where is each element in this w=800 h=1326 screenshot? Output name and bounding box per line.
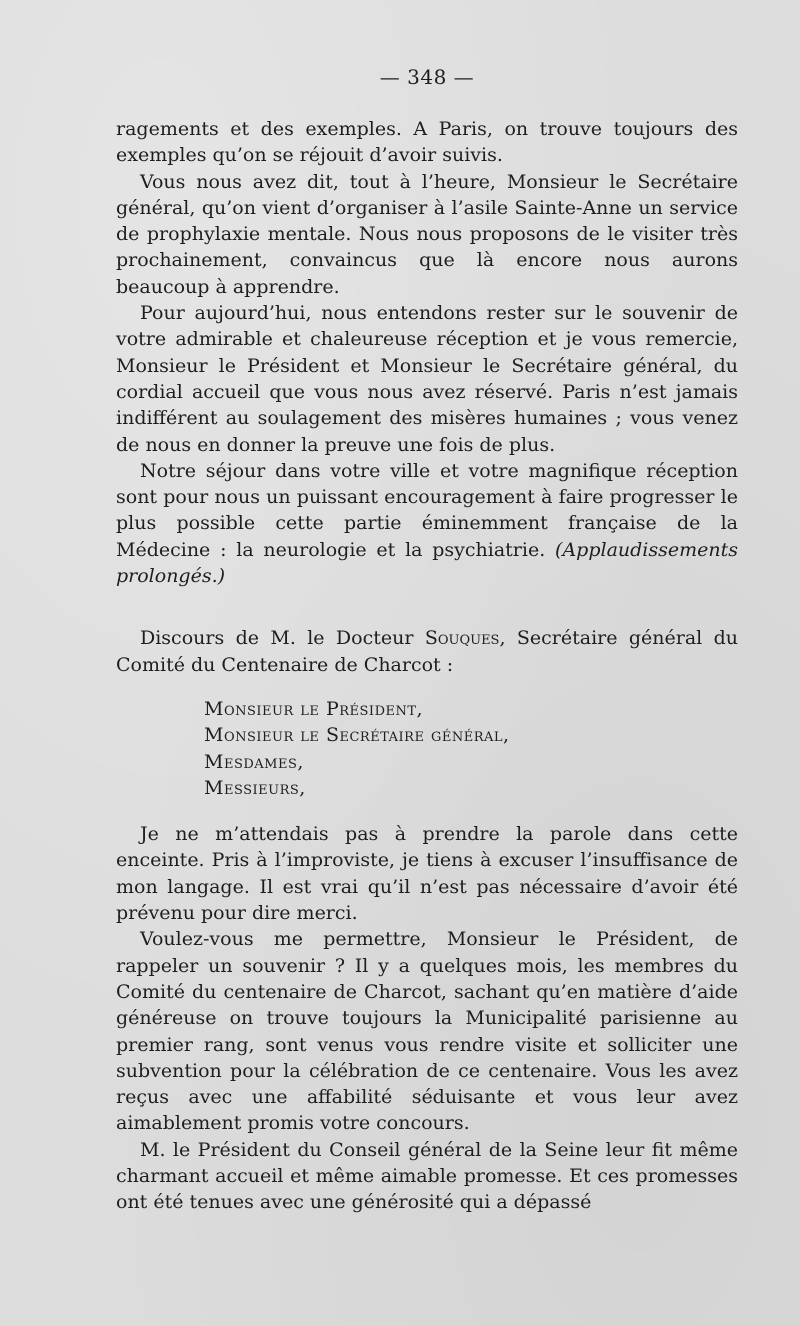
speech-intro-suffix: , Secrétaire général du Comité du Centenaire de Charcot : (116, 627, 738, 676)
paragraph: M. le Président du Conseil général de la Seine leur fit même charmant accueil et même aimable promesse. Et ces promesses ont été tenues avec une générosité qui a dépassé (116, 1138, 738, 1214)
document-page (116, 64, 738, 1304)
body-text-top (116, 116, 738, 589)
paragraph: Pour aujourd’hui, nous entendons rester sur le souvenir de votre admirable et chaleureuse réception et je vous remercie, Monsieur le Président et Monsieur le Secrétaire général, du cordial accueil que vous nous avez réservé. Paris n’est jamais indifférent au soulagement des misères humaines ; vous venez de nous en donner la preuve une fois de plus. (116, 302, 738, 456)
speech-intro-prefix: Discours de M. le Docteur (140, 627, 414, 650)
paragraph: ragements et des exemples. A Paris, on trouve toujours des exemples qu’on se réjouit d’avoir suivis. (116, 118, 738, 167)
paragraph-text: Notre séjour dans votre ville et votre magnifique réception sont pour nous un puissant encouragement à faire progresser le plus possible cette partie éminemment française de la Médecine : la neurologie et la psychiatrie. (116, 459, 738, 561)
salutations (204, 696, 738, 801)
paragraph: Je ne m’attendais pas à prendre la parole dans cette enceinte. Pris à l’improviste, je tiens à excuser l’insuffisance de mon langage. Il est vrai qu’il n’est pas nécessaire d’avoir été prévenu pour dire merci. (116, 823, 738, 925)
paragraph (116, 458, 738, 589)
speaker-name: Souques (424, 627, 500, 650)
paragraph: Voulez-vous me permettre, Monsieur le Président, de rappeler un souvenir ? Il y a quelques mois, les membres du Comité du centenaire de Charcot, sachant qu’en matière d’aide généreuse on trouve toujours la Municipalité parisienne au premier rang, sont venus vous rendre visite et solliciter une subvention pour la célébration de ce centenaire. Vous les avez reçus avec une affabilité séduisante et vous leur avez aimablement promis votre concours. (116, 928, 738, 1135)
salutation-line: Monsieur le Secrétaire général, (204, 724, 510, 747)
speech-heading (116, 625, 738, 678)
speech-intro (116, 625, 738, 678)
page-number: — 348 — (379, 65, 475, 89)
paragraph: Vous nous avez dit, tout à l’heure, Monsieur le Secrétaire général, qu’on vient d’organiser à l’asile Sainte-Anne un service de prophylaxie mentale. Nous nous proposons de le visiter très prochainement, convaincus que là encore nous aurons beaucoup à apprendre. (116, 170, 738, 298)
applause-note: (Applaudissements prolongés.) (116, 538, 738, 588)
salutation-line: Mesdames, (204, 750, 304, 773)
body-text-bottom (116, 821, 738, 1215)
section-gap (116, 589, 738, 625)
salutation-line: Messieurs, (204, 776, 306, 799)
salutation-line: Monsieur le Président, (204, 697, 424, 720)
